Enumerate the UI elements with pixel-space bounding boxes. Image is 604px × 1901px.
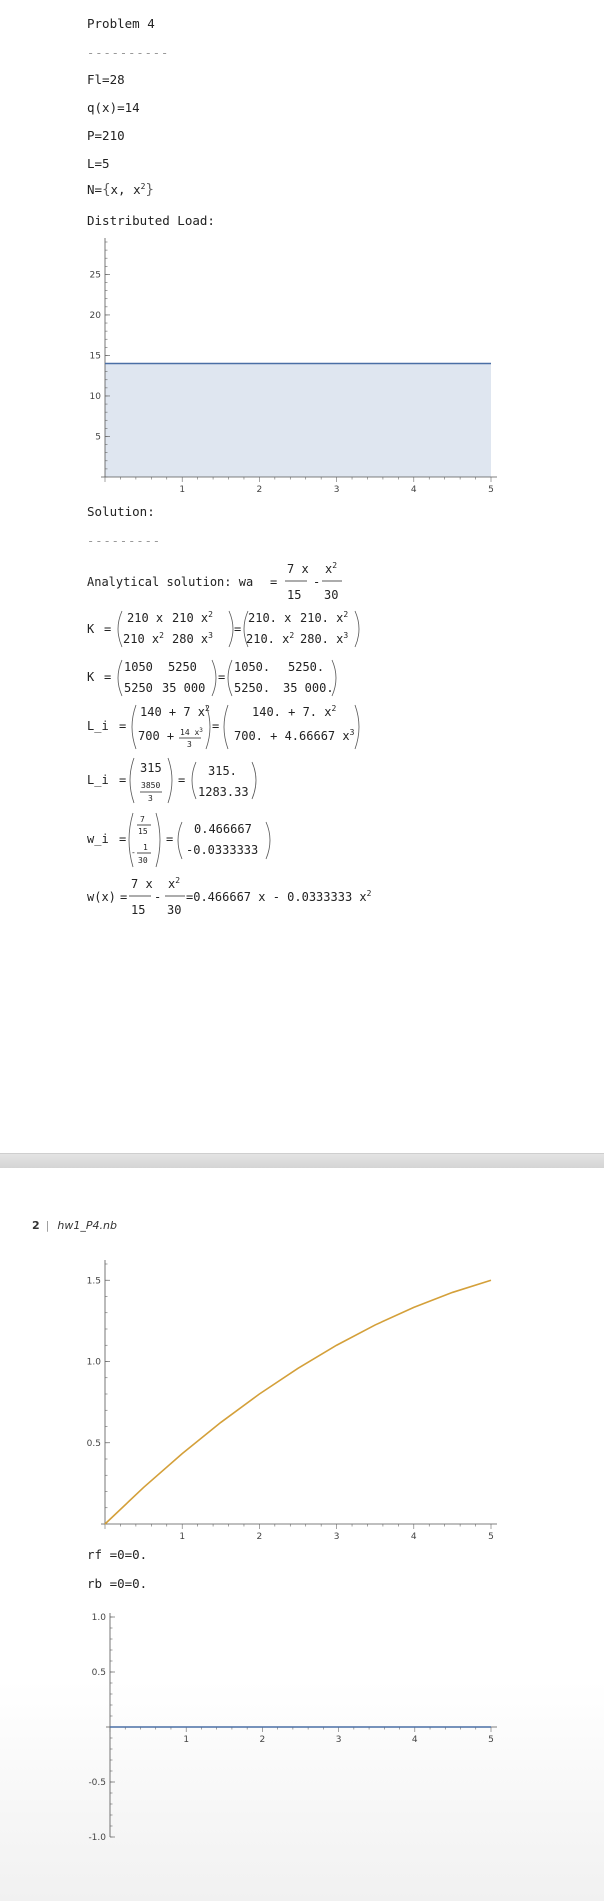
li-values-row [87, 758, 256, 803]
svg-text:315: 315 [140, 761, 162, 775]
y-tick-label: 1.0 [91, 1613, 106, 1623]
wa-den2: 30 [324, 588, 339, 602]
svg-text:140 + 7 x2: 140 + 7 $x^2$ [140, 704, 210, 719]
svg-text:5250: 5250 [168, 660, 197, 674]
svg-text:=: = [166, 832, 174, 846]
y-tick-label: 0.5 [91, 1668, 106, 1678]
svg-text:7: 7 [140, 815, 145, 824]
k-matrix-row [87, 610, 359, 647]
n-line: N={x, $x^2$} [87, 182, 154, 199]
y-tick-label: 25 [89, 270, 101, 281]
svg-text:1: 1 [143, 843, 148, 852]
l-line: L=5 [87, 156, 110, 171]
svg-text:700. + 4.66667 x3: 700. + 4.66667 $x^3$ [234, 728, 355, 743]
x-tick-label: 3 [333, 485, 340, 495]
page-header [32, 1219, 117, 1232]
svg-text:L_i: L_i [87, 719, 109, 733]
x-tick-label: 3 [333, 1532, 340, 1542]
x-tick-label: 5 [488, 485, 494, 495]
svg-text:3850: 3850 [141, 781, 161, 790]
svg-text:K: K [87, 670, 95, 684]
q-line: q(x)=14 [87, 100, 140, 115]
wa-num1: 7 x [287, 562, 309, 576]
svg-text:700 +: 700 + [138, 729, 175, 743]
k-values-row [87, 660, 336, 696]
distributed-load-chart [90, 234, 510, 494]
svg-text:5250.: 5250. [234, 681, 271, 695]
series-line [105, 1280, 491, 1524]
svg-text:210 x2: 210 $x^2$ [172, 610, 213, 625]
y-tick-label: 1.5 [86, 1276, 101, 1287]
svg-text:15: 15 [131, 903, 146, 917]
svg-text:3: 3 [148, 794, 153, 803]
deflection-chart [86, 1254, 510, 1544]
svg-text:L_i: L_i [87, 773, 109, 787]
x-tick-label: 2 [256, 1532, 263, 1542]
svg-text:0.466667: 0.466667 [194, 822, 252, 836]
svg-text:315.: 315. [208, 764, 237, 778]
svg-text:w_i: w_i [87, 832, 109, 846]
svg-text:210. x: 210. x [248, 611, 292, 625]
solution-label: Solution: [87, 504, 155, 519]
svg-text:=: = [178, 773, 186, 787]
notebook-filename: hw1_P4.nb [57, 1219, 117, 1232]
svg-text:5250: 5250 [124, 681, 153, 695]
wa-num2: $x^2$ [325, 561, 338, 576]
svg-text:=: = [234, 622, 242, 636]
distributed-load-label: Distributed Load: [87, 213, 215, 228]
wa-minus: - [313, 575, 321, 589]
svg-text:210 x: 210 x [127, 611, 164, 625]
svg-text:=: = [119, 773, 127, 787]
svg-text:=0.466667 x - 0.0333333 x2: =0.466667 x - 0.0333333 $x^2$ [186, 889, 372, 904]
x-tick-label: 1 [179, 1532, 186, 1542]
x-tick-label: 4 [410, 1532, 417, 1542]
problem-title: Problem 4 [87, 16, 155, 31]
svg-text:1283.33: 1283.33 [198, 785, 249, 799]
svg-text:5250.: 5250. [288, 660, 325, 674]
zero-chart [90, 1600, 510, 1850]
svg-text:=: = [119, 832, 127, 846]
svg-text:x2: $x^2$ [168, 876, 181, 891]
wa-eq: = [270, 575, 278, 589]
rf-line: rf =0=0. [87, 1547, 148, 1562]
x-tick-label: 3 [335, 1735, 342, 1745]
svg-text:=: = [212, 719, 220, 733]
n-body: x, x [110, 182, 141, 198]
svg-text:280 x3: 280 $x^3$ [172, 631, 213, 646]
li-vector-row [87, 704, 359, 749]
separator-dashes: ---------- [87, 46, 170, 60]
svg-text:-0.0333333: -0.0333333 [186, 843, 259, 857]
wx-row [87, 876, 372, 917]
x-tick-label: 5 [488, 1735, 494, 1745]
y-tick-label: 10 [89, 391, 101, 402]
y-tick-label: 1.0 [86, 1357, 101, 1368]
svg-text:=: = [119, 719, 127, 733]
svg-text:=: = [104, 622, 112, 636]
svg-text:3: 3 [187, 740, 192, 749]
solution-math [0, 550, 604, 930]
x-tick-label: 4 [411, 1735, 418, 1745]
solution-dashes: --------- [87, 534, 162, 548]
svg-text:210 x2: 210 $x^2$ [123, 631, 164, 646]
svg-text:1050.: 1050. [234, 660, 271, 674]
page-number: 2 [32, 1219, 40, 1232]
svg-text:=: = [218, 670, 226, 684]
area-fill [105, 364, 491, 477]
svg-text:280. x3: 280. $x^3$ [300, 631, 349, 646]
fl-line: Fl=28 [87, 72, 125, 87]
analytical-solution-row [87, 561, 342, 602]
svg-text:=: = [120, 890, 128, 904]
n-exp: 2 [140, 182, 146, 191]
svg-text:35 000: 35 000 [162, 681, 206, 695]
n-prefix: N= [87, 182, 103, 198]
y-tick-label: -0.5 [88, 1778, 106, 1788]
wi-vector-row [87, 813, 270, 867]
wa-den1: 15 [287, 588, 302, 602]
y-tick-label: 20 [89, 310, 101, 321]
svg-text:-: - [154, 890, 162, 904]
svg-text:35 000.: 35 000. [283, 681, 334, 695]
svg-text:=: = [104, 670, 112, 684]
svg-text:7 x: 7 x [131, 877, 153, 891]
x-tick-label: 2 [256, 485, 263, 495]
x-tick-label: 1 [179, 485, 186, 495]
x-tick-label: 5 [488, 1532, 494, 1542]
y-tick-label: -1.0 [88, 1833, 106, 1843]
x-tick-label: 4 [410, 485, 417, 495]
svg-text:140. + 7. x2: 140. + 7. $x^2$ [252, 704, 337, 719]
svg-text:-: - [131, 848, 136, 857]
y-tick-label: 15 [89, 351, 101, 362]
svg-text:30: 30 [167, 903, 182, 917]
svg-text:210. x2: 210. $x^2$ [246, 631, 295, 646]
svg-text:15: 15 [138, 827, 148, 836]
header-bar: | [45, 1219, 50, 1232]
x-tick-label: 1 [183, 1735, 190, 1745]
p-line: P=210 [87, 128, 125, 143]
svg-text:w(x): w(x) [87, 890, 116, 904]
y-tick-label: 5 [95, 432, 101, 443]
rb-line: rb =0=0. [87, 1576, 148, 1591]
x-tick-label: 2 [259, 1735, 266, 1745]
svg-text:14 x3: 14 $x^3$ [180, 727, 203, 737]
wa-label: Analytical solution: wa [87, 575, 254, 589]
svg-text:30: 30 [138, 856, 148, 865]
svg-text:1050: 1050 [124, 660, 153, 674]
page-break [0, 1153, 604, 1169]
k-label: K [87, 622, 95, 636]
svg-text:210. x2: 210. $x^2$ [300, 610, 349, 625]
y-tick-label: 0.5 [86, 1438, 101, 1449]
